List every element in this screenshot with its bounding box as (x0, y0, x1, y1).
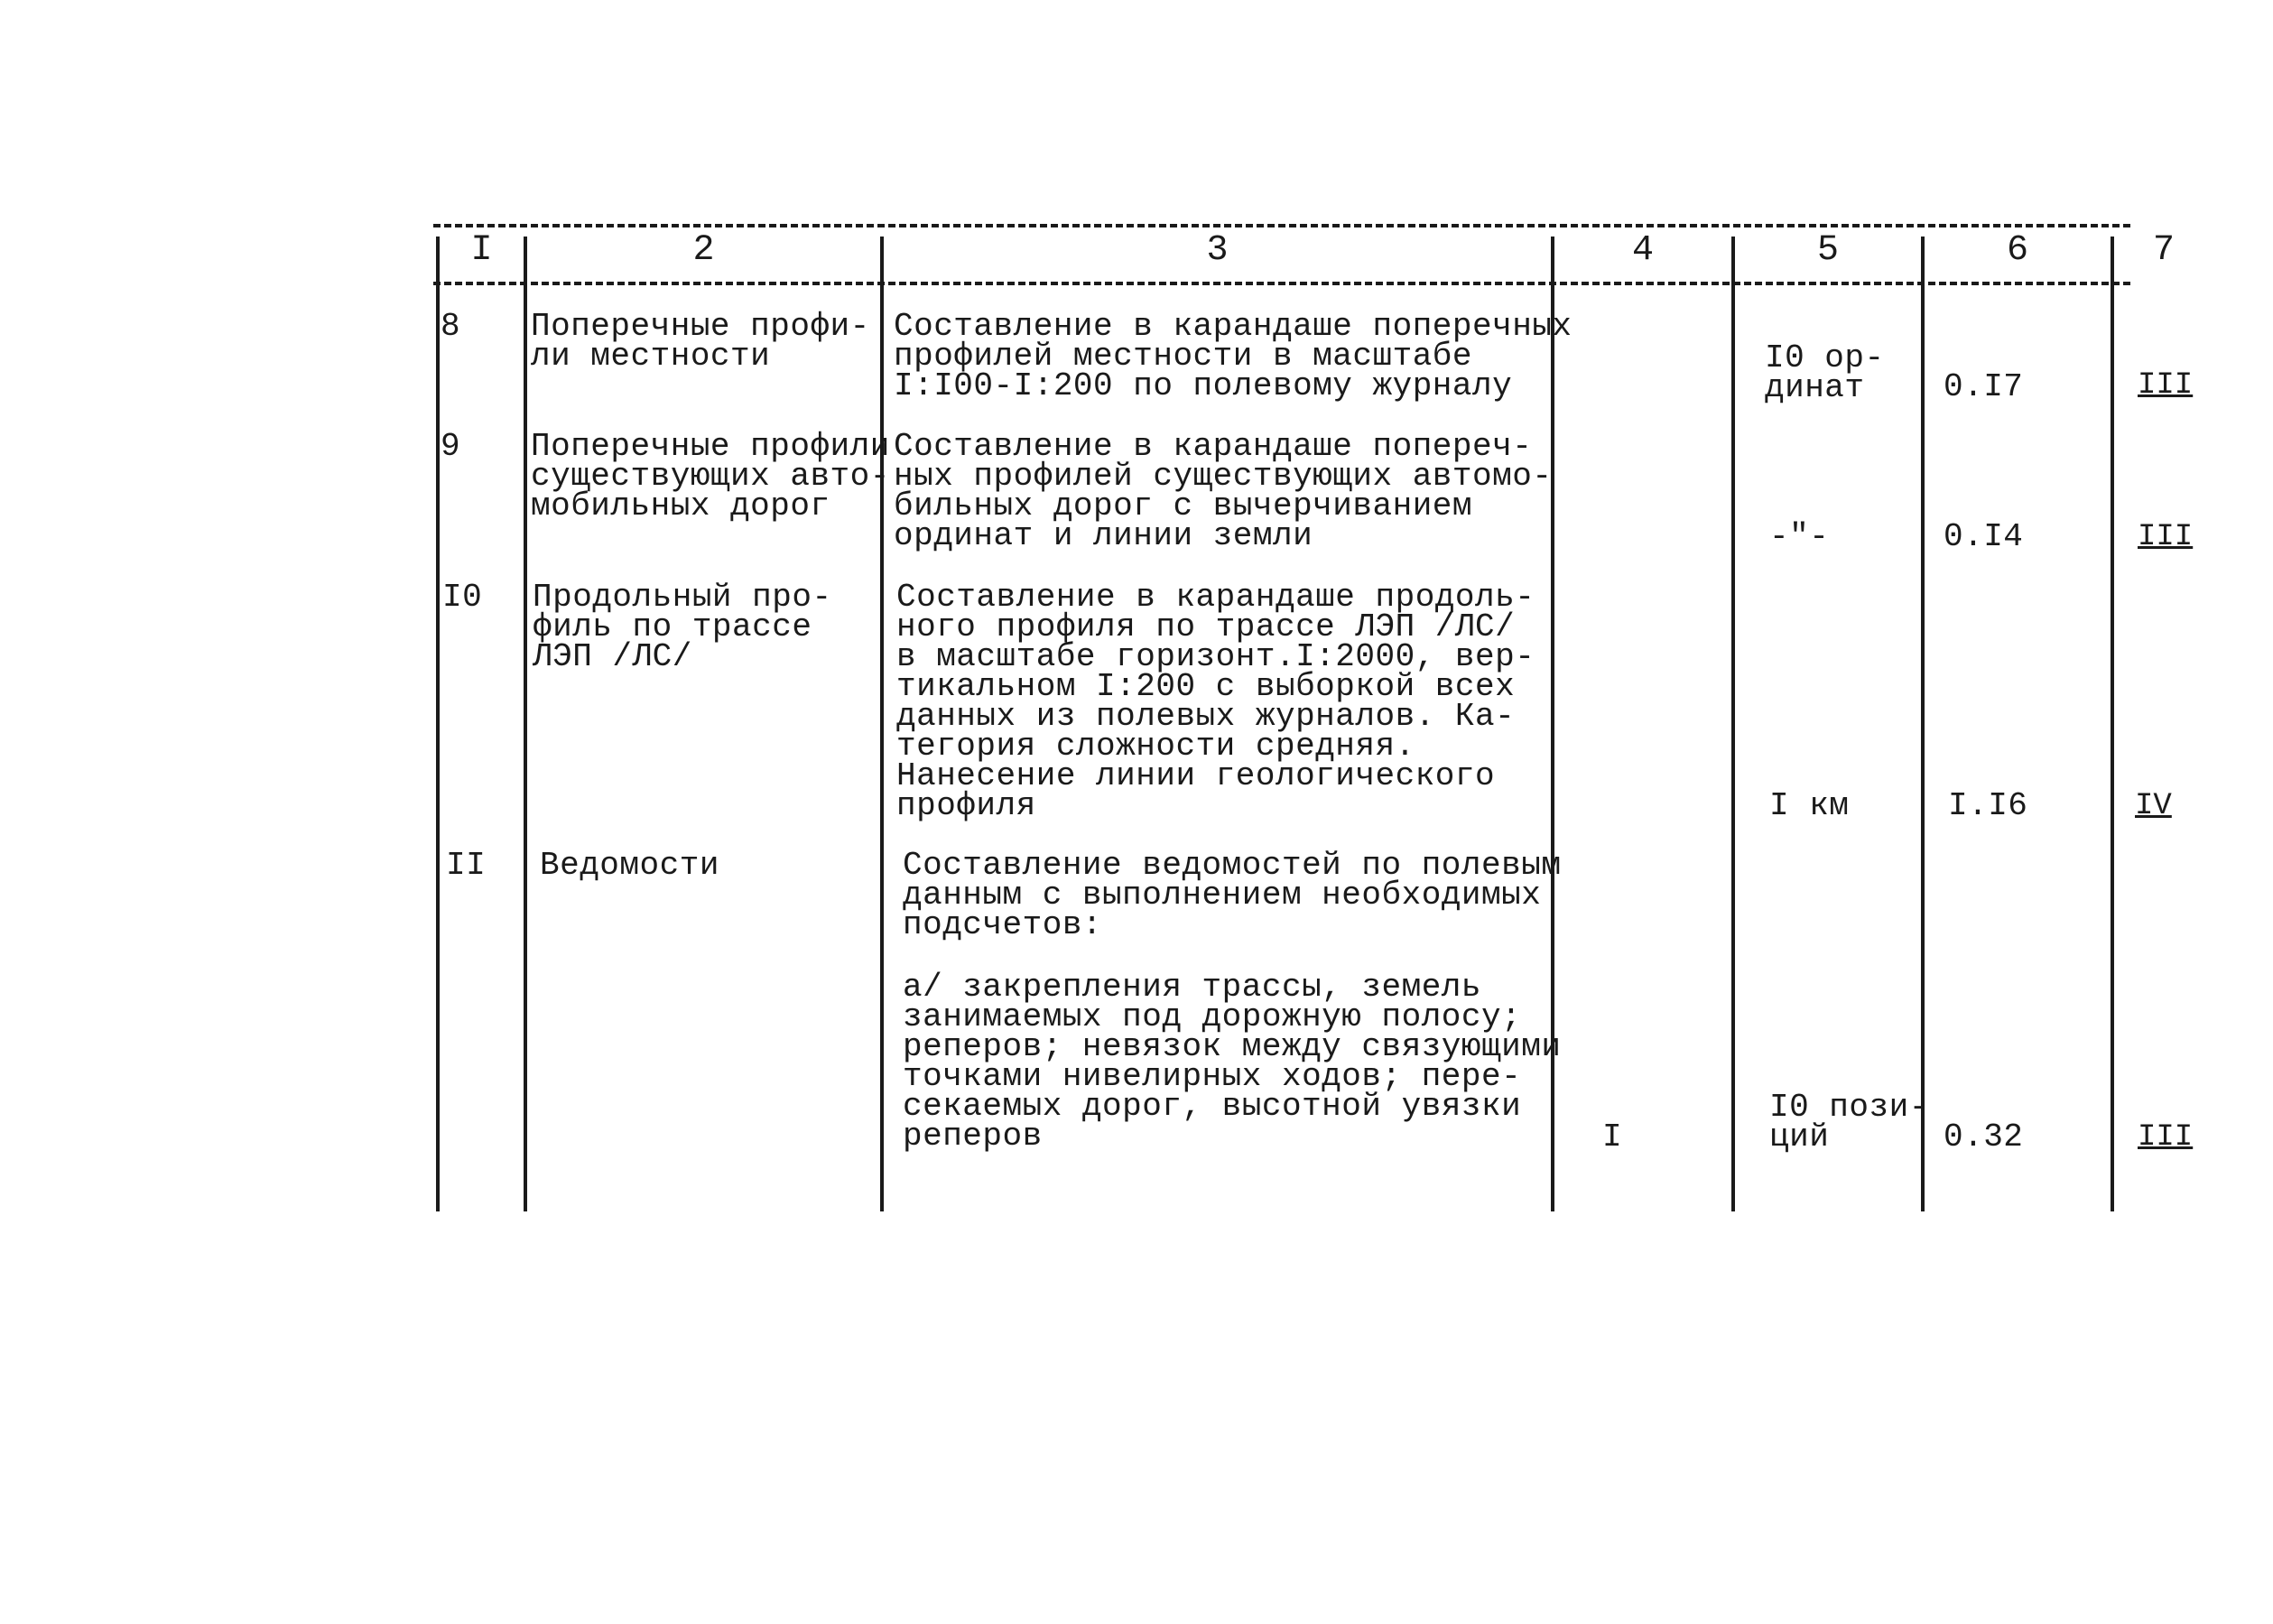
row-8-unit: I0 ор- динат (1765, 339, 1885, 406)
row-8-value: 0.I7 (1944, 368, 2024, 405)
row-9-value: 0.I4 (1944, 518, 2024, 555)
row-11a-unit: I0 пози- ций (1769, 1089, 1929, 1155)
header-col-1: I (470, 230, 493, 271)
row-10-number: I0 (442, 579, 483, 616)
row-11-name: Ведомости (540, 847, 719, 884)
header-bottom-rule (433, 282, 2130, 285)
row-8-name: Поперечные профи- ли местности (531, 308, 870, 375)
table-top-rule (433, 224, 2130, 227)
row-11-description: Составление ведомостей по полевым данным с выполнением необходимых подсчетов: (903, 847, 1562, 943)
row-9-description: Составление в карандаше попереч- ных профилей существующих автомо- бильных дорог с вычерчиванием ординат и линии земли (894, 428, 1553, 554)
row-10-description: Составление в карандаше продоль- ного профиля по трассе ЛЭП /ЛС/ в масштабе горизонт.I:2000, вер- тикальном I:200 с выборкой всех данных из полевых журналов. Ка- тегория сложности средняя. Нанесение линии геологического профиля (896, 579, 1535, 824)
row-11a-col4: I (1602, 1118, 1623, 1155)
column-rule-0 (436, 237, 440, 1211)
row-10-name: Продольный про- филь по трассе ЛЭП /ЛС/ (533, 579, 832, 675)
column-rule-5 (1921, 237, 1925, 1211)
row-8-category: III (2138, 368, 2194, 403)
column-rule-6 (2111, 237, 2114, 1211)
header-col-3: 3 (1206, 230, 1229, 271)
row-11-number: II (446, 847, 487, 884)
header-col-2: 2 (692, 230, 715, 271)
header-col-7: 7 (2152, 230, 2175, 271)
row-9-unit: -"- (1769, 518, 1830, 555)
row-9-category: III (2138, 520, 2194, 554)
row-11a-description: а/ закрепления трассы, земель занимаемых под дорожную полосу; реперов; невязок между связующими точками нивелирных ходов; пере- секаемых дорог, высотной увязки реперов (903, 969, 1562, 1155)
header-col-4: 4 (1631, 230, 1654, 271)
row-10-category: IV (2135, 789, 2172, 823)
row-9-number: 9 (441, 428, 461, 465)
row-9-name: Поперечные профили существующих авто- мобильных дорог (531, 428, 890, 524)
column-rule-2 (880, 237, 884, 1211)
row-8-description: Составление в карандаше поперечных профилей местности в масштабе I:I00-I:200 по полевому журналу (894, 308, 1573, 404)
row-11a-category: III (2138, 1120, 2194, 1155)
row-10-unit: I км (1769, 787, 1850, 824)
header-col-5: 5 (1816, 230, 1839, 271)
row-8-number: 8 (441, 308, 461, 345)
header-col-6: 6 (2006, 230, 2028, 271)
row-10-value: I.I6 (1948, 787, 2028, 824)
column-rule-1 (524, 237, 527, 1211)
column-rule-4 (1731, 237, 1735, 1211)
row-11a-value: 0.32 (1944, 1118, 2024, 1155)
